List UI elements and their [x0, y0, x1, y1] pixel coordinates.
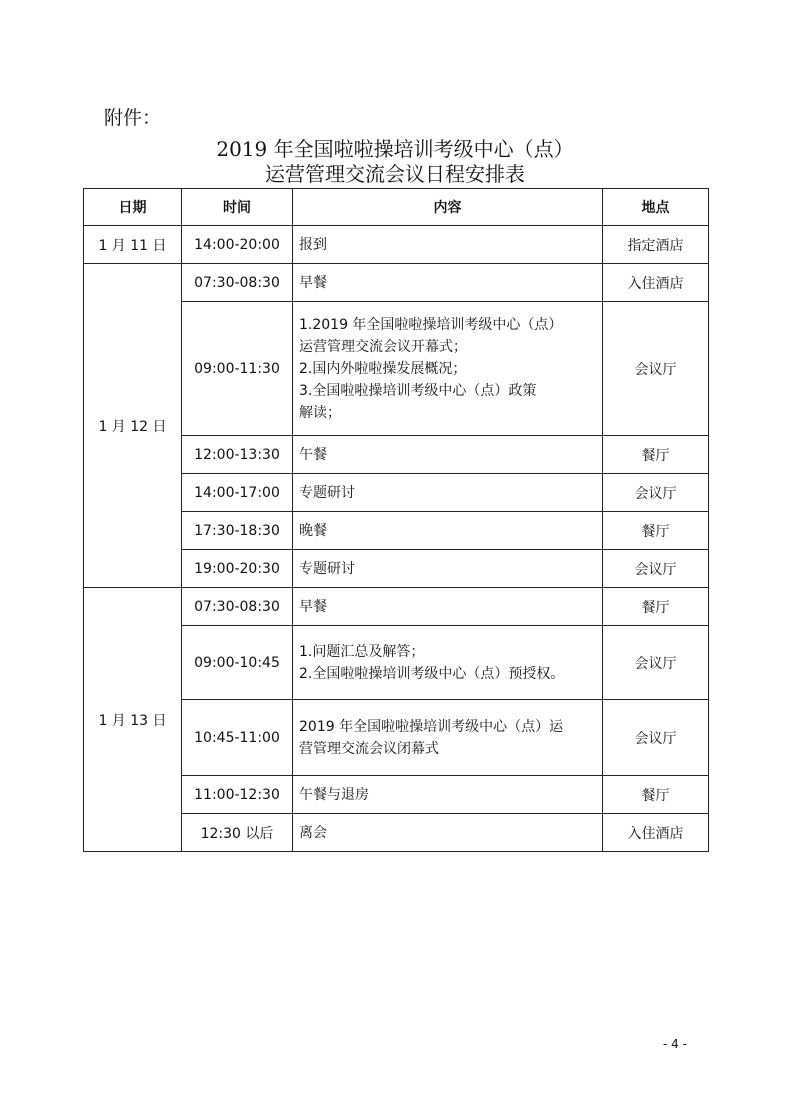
time-cell: 19:00-20:30	[182, 550, 293, 588]
content-cell	[293, 512, 603, 550]
column-header-time: 时间	[182, 189, 293, 226]
attachment-label: 附件：	[104, 107, 162, 129]
table-row	[84, 226, 709, 264]
table-row	[84, 264, 709, 302]
place-cell: 会议厅	[603, 302, 709, 436]
table-header-row	[84, 189, 709, 226]
time-cell: 17:30-18:30	[182, 512, 293, 550]
content-cell	[293, 626, 603, 700]
content-cell	[293, 550, 603, 588]
place-cell: 指定酒店	[603, 226, 709, 264]
content-line: 专题研讨	[299, 484, 355, 501]
time-cell: 09:00-11:30	[182, 302, 293, 436]
column-header-date: 日期	[84, 189, 182, 226]
content-line: 解读；	[299, 404, 341, 421]
content-cell	[293, 776, 603, 814]
content-cell	[293, 264, 603, 302]
time-cell: 07:30-08:30	[182, 264, 293, 302]
content-line: 午餐	[299, 446, 327, 463]
column-header-content: 内容	[293, 189, 603, 226]
content-cell	[293, 814, 603, 852]
place-cell: 会议厅	[603, 626, 709, 700]
table-row	[84, 588, 709, 626]
content-line: 3.全国啦啦操培训考级中心（点）政策	[299, 382, 537, 399]
content-line: 早餐	[299, 598, 327, 615]
place-cell: 入住酒店	[603, 814, 709, 852]
content-line: 运营管理交流会议开幕式；	[299, 338, 467, 355]
time-cell: 09:00-10:45	[182, 626, 293, 700]
content-line: 报到	[299, 236, 327, 253]
content-line: 1.问题汇总及解答；	[299, 643, 425, 660]
time-cell: 11:00-12:30	[182, 776, 293, 814]
date-cell: 1 月 13 日	[84, 588, 182, 852]
content-cell	[293, 474, 603, 512]
content-cell	[293, 700, 603, 776]
content-cell	[293, 226, 603, 264]
content-line: 2019 年全国啦啦操培训考级中心（点）运	[299, 718, 564, 735]
place-cell: 餐厅	[603, 588, 709, 626]
document-title-line2: 运营管理交流会议日程安排表	[265, 162, 525, 186]
time-cell: 07:30-08:30	[182, 588, 293, 626]
content-line: 2.全国啦啦操培训考级中心（点）预授权。	[299, 665, 565, 682]
content-cell	[293, 302, 603, 436]
time-cell: 12:30 以后	[182, 814, 293, 852]
time-cell: 10:45-11:00	[182, 700, 293, 776]
content-line: 早餐	[299, 274, 327, 291]
place-cell: 入住酒店	[603, 264, 709, 302]
document-title-line1: 2019 年全国啦啦操培训考级中心（点）	[216, 137, 574, 161]
date-cell: 1 月 11 日	[84, 226, 182, 264]
column-header-place: 地点	[603, 189, 709, 226]
place-cell: 会议厅	[603, 550, 709, 588]
content-line: 晚餐	[299, 522, 327, 539]
schedule-table	[83, 188, 709, 852]
time-cell: 12:00-13:30	[182, 436, 293, 474]
place-cell: 餐厅	[603, 776, 709, 814]
time-cell: 14:00-20:00	[182, 226, 293, 264]
time-cell: 14:00-17:00	[182, 474, 293, 512]
content-line: 2.国内外啦啦操发展概况；	[299, 360, 467, 377]
content-line: 1.2019 年全国啦啦操培训考级中心（点）	[299, 316, 563, 333]
content-line: 离会	[299, 824, 327, 841]
page-number: - 4 -	[663, 1037, 687, 1051]
place-cell: 会议厅	[603, 474, 709, 512]
place-cell: 会议厅	[603, 700, 709, 776]
content-line: 营管理交流会议闭幕式	[299, 740, 439, 757]
content-line: 专题研讨	[299, 560, 355, 577]
date-cell: 1 月 12 日	[84, 264, 182, 588]
place-cell: 餐厅	[603, 436, 709, 474]
content-line: 午餐与退房	[299, 786, 369, 803]
content-cell	[293, 588, 603, 626]
content-cell	[293, 436, 603, 474]
place-cell: 餐厅	[603, 512, 709, 550]
